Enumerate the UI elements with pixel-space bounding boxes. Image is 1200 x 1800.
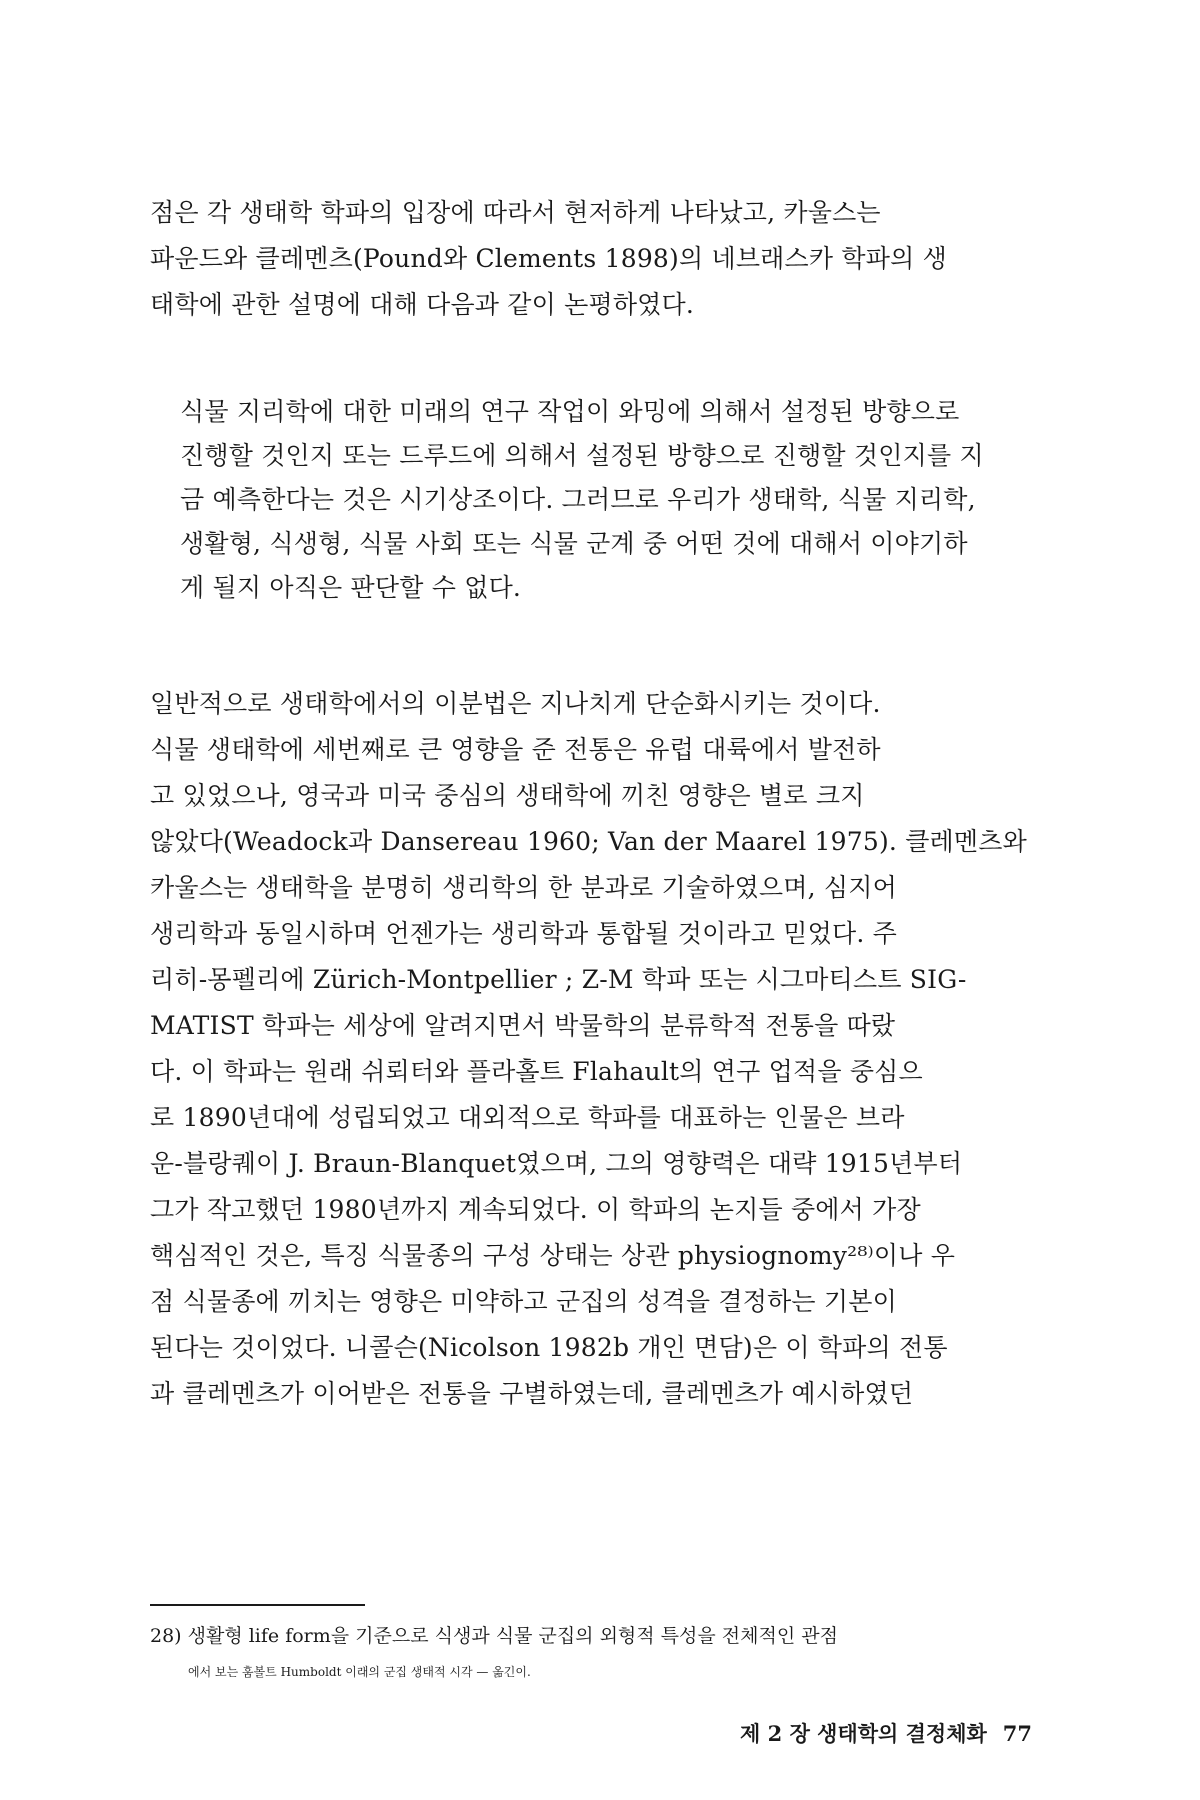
text-line: 과 클레멘츠가 이어받은 전통을 구별하였는데, 클레멘츠가 예시하였던: [150, 1379, 914, 1408]
text-line: 리히-몽펠리에 Zürich-Montpellier ; Z-M 학파 또는 시그마티스트 SIG-: [150, 965, 967, 994]
text-line: 생리학과 동일시하며 언젠가는 생리학과 통합될 것이라고 믿었다. 주: [150, 919, 897, 948]
paragraph-2: [150, 681, 1030, 1417]
text-line: 다. 이 학파는 원래 쉬뢰터와 플라홀트 Flahault의 연구 업적을 중심으: [150, 1057, 923, 1086]
text-line: 로 1890년대에 성립되었고 대외적으로 학파를 대표하는 인물은 브라: [150, 1103, 905, 1132]
text-line: 식물 생태학에 세번째로 큰 영향을 준 전통은 유럽 대륙에서 발전하: [150, 735, 881, 764]
chapter-title: 제 2 장 생태학의 결정체화: [740, 1721, 987, 1746]
text-line: 점은 각 생태학 학파의 입장에 따라서 현저하게 나타났고, 카울스는: [150, 198, 881, 227]
quote-line: 식물 지리학에 대한 미래의 연구 작업이 와밍에 의해서 설정된 방향으로: [180, 397, 960, 426]
text-line: 카울스는 생태학을 분명히 생리학의 한 분과로 기술하였으며, 심지어: [150, 873, 897, 902]
text-line: MATIST 학파는 세상에 알려지면서 박물학의 분류학적 전통을 따랐: [150, 1011, 896, 1040]
running-footer: [740, 1718, 1032, 1748]
footnote-line: 에서 보는 훔볼트 Humboldt 이래의 군집 생태적 시각 — 옮긴이.: [188, 1665, 531, 1679]
quote-line: 생활형, 식생형, 식물 사회 또는 식물 군계 중 어떤 것에 대해서 이야기하: [180, 529, 968, 558]
text-line: 태학에 관한 설명에 대해 다음과 같이 논평하였다.: [150, 290, 695, 319]
text-line: 운-블랑퀘이 J. Braun-Blanquet였으며, 그의 영향력은 대략 1915년부터: [150, 1149, 963, 1178]
footnote: [150, 1618, 1030, 1690]
quote-line: 게 될지 아직은 판단할 수 없다.: [180, 573, 522, 602]
footnote-line: 28) 생활형 life form을 기준으로 식생과 식물 군집의 외형적 특성을 전체적인 관점: [150, 1625, 838, 1647]
text-line: 파운드와 클레멘츠(Pound와 Clements 1898)의 네브래스카 학파의 생: [150, 244, 947, 273]
text-line: 고 있었으나, 영국과 미국 중심의 생태학에 끼친 영향은 별로 크지: [150, 781, 865, 810]
text-line: 않았다(Weadock과 Dansereau 1960; Van der Maarel 1975). 클레멘츠와: [150, 827, 1027, 856]
block-quote: [180, 390, 1030, 610]
paragraph-1: [150, 190, 1030, 328]
quote-line: 금 예측한다는 것은 시기상조이다. 그러므로 우리가 생태학, 식물 지리학,: [180, 485, 976, 514]
text-line: 그가 작고했던 1980년까지 계속되었다. 이 학파의 논지들 중에서 가장: [150, 1195, 921, 1224]
text-line: 점 식물종에 끼치는 영향은 미약하고 군집의 성격을 결정하는 기본이: [150, 1287, 897, 1316]
quote-line: 진행할 것인지 또는 드루드에 의해서 설정된 방향으로 진행할 것인지를 지: [180, 441, 984, 470]
page-number: 77: [1002, 1721, 1032, 1746]
text-line: 핵심적인 것은, 특징 식물종의 구성 상태는 상관 physiognomy²⁸⁾이나 우: [150, 1241, 956, 1270]
text-line: 일반적으로 생태학에서의 이분법은 지나치게 단순화시키는 것이다.: [150, 689, 881, 718]
text-line: 된다는 것이었다. 니콜슨(Nicolson 1982b 개인 면담)은 이 학파의 전통: [150, 1333, 948, 1362]
footnote-divider: [150, 1604, 365, 1606]
